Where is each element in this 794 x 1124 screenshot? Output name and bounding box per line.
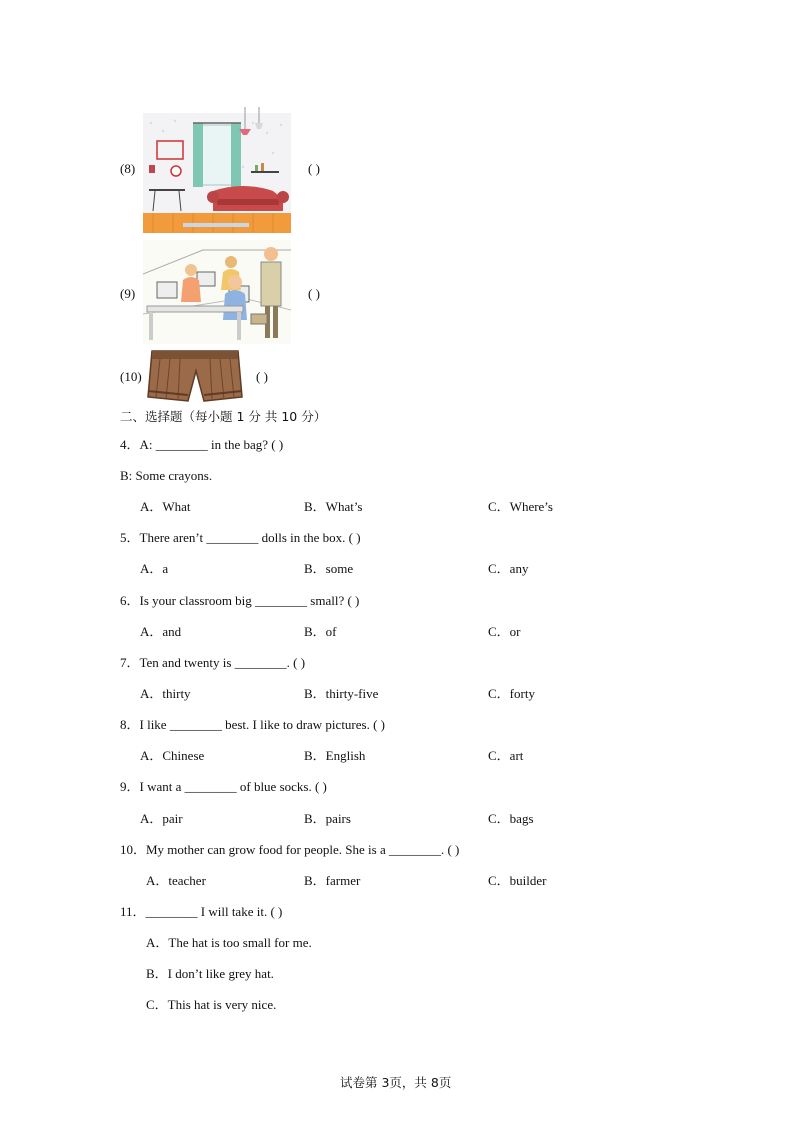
question-4-option-a[interactable]: A．What bbox=[140, 499, 191, 514]
question-7-option-b[interactable]: B．thirty-five bbox=[304, 686, 379, 701]
question-6-option-c[interactable]: C．or bbox=[488, 624, 521, 639]
question-11-option-a[interactable]: A．The hat is too small for me. bbox=[146, 935, 312, 950]
question-10-option-a[interactable]: A．teacher bbox=[146, 873, 206, 888]
picture-label-8: (8) bbox=[120, 161, 136, 176]
question-9-option-c[interactable]: C．bags bbox=[488, 811, 534, 826]
question-7-option-c[interactable]: C．forty bbox=[488, 686, 535, 701]
question-4-line2: B: Some crayons. bbox=[120, 468, 213, 483]
question-4-stem: 4．A: ________ in the bag? ( ) bbox=[120, 437, 284, 452]
computer-classroom-picture bbox=[143, 240, 291, 344]
answer-paren-8: ( ) bbox=[308, 161, 320, 176]
question-6-option-a[interactable]: A．and bbox=[140, 624, 182, 639]
question-11-option-b[interactable]: B．I don’t like grey hat. bbox=[146, 966, 274, 981]
question-5-option-a[interactable]: A．a bbox=[140, 561, 169, 576]
question-6-option-b[interactable]: B．of bbox=[304, 624, 337, 639]
living-room-picture bbox=[143, 103, 291, 233]
answer-paren-10: ( ) bbox=[256, 369, 268, 384]
question-5-stem: 5．There aren’t ________ dolls in the box. ( ) bbox=[120, 530, 361, 545]
question-5-option-c[interactable]: C．any bbox=[488, 561, 529, 576]
question-5-option-b[interactable]: B．some bbox=[304, 561, 354, 576]
question-11-stem: 11．________ I will take it. ( ) bbox=[120, 904, 283, 919]
question-8-option-c[interactable]: C．art bbox=[488, 748, 524, 763]
question-7-stem: 7．Ten and twenty is ________. ( ) bbox=[120, 655, 306, 670]
question-10-option-c[interactable]: C．builder bbox=[488, 873, 547, 888]
question-10-stem: 10．My mother can grow food for people. She is a ________. ( ) bbox=[120, 842, 460, 857]
shorts-picture bbox=[146, 347, 244, 404]
question-7-option-a[interactable]: A．thirty bbox=[140, 686, 191, 701]
question-8-option-b[interactable]: B．English bbox=[304, 748, 366, 763]
question-8-stem: 8．I like ________ best. I like to draw pictures. ( ) bbox=[120, 717, 385, 732]
page-footer: 试卷第 3页，共 8页 bbox=[340, 1075, 452, 1090]
picture-label-9: (9) bbox=[120, 286, 136, 301]
picture-label-10: (10) bbox=[120, 369, 142, 384]
question-9-option-a[interactable]: A．pair bbox=[140, 811, 183, 826]
question-6-stem: 6．Is your classroom big ________ small? ( ) bbox=[120, 593, 360, 608]
question-10-option-b[interactable]: B．farmer bbox=[304, 873, 361, 888]
question-9-option-b[interactable]: B．pairs bbox=[304, 811, 351, 826]
question-9-stem: 9．I want a ________ of blue socks. ( ) bbox=[120, 779, 327, 794]
section-title: 二、选择题（每小题 1 分 共 10 分） bbox=[120, 409, 327, 424]
question-11-option-c[interactable]: C．This hat is very nice. bbox=[146, 997, 277, 1012]
answer-paren-9: ( ) bbox=[308, 286, 320, 301]
question-4-option-c[interactable]: C．Where’s bbox=[488, 499, 553, 514]
question-4-option-b[interactable]: B．What’s bbox=[304, 499, 363, 514]
question-8-option-a[interactable]: A．Chinese bbox=[140, 748, 205, 763]
